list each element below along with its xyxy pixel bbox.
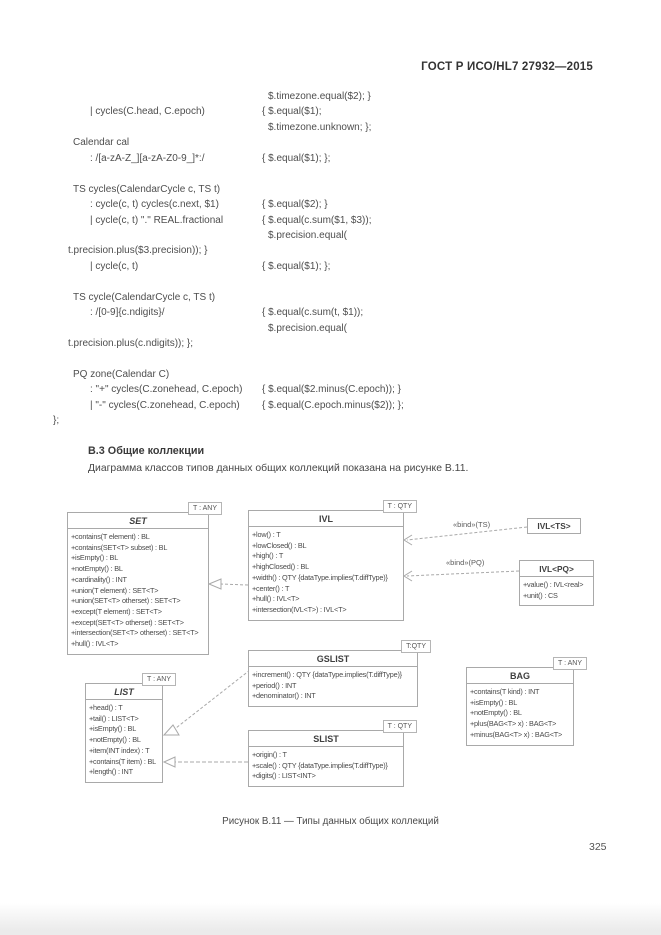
class-member: +contains(T kind) : INT (470, 687, 540, 696)
code-grammar-text: | cycle(c, t) (90, 260, 139, 272)
class-members-bag (467, 684, 573, 745)
class-member: +hull() : IVL<T> (71, 639, 119, 649)
code-grammar-text: t.precision.plus($3.precision)); } (68, 245, 208, 257)
code-action-text: { $.equal(C.epoch.minus($2)); }; (262, 399, 404, 411)
code-grammar-text: : /[0-9]{c.ndigits}/ (90, 307, 165, 319)
class-member: +contains(T item) : BL (89, 756, 157, 766)
section-paragraph: Диаграмма классов типов данных общих коллекций показана на рисунке В.11. (88, 463, 469, 474)
class-box-ivl-ts (527, 518, 581, 534)
class-name-ivl: IVL (249, 511, 403, 527)
code-grammar-text: : "+" cycles(C.zonehead, C.epoch) (90, 384, 243, 396)
class-members-slist (249, 747, 403, 786)
code-grammar-text: Calendar cal (73, 137, 130, 149)
code-grammar-text: PQ zone(Calendar C) (73, 368, 170, 380)
figure-caption: Рисунок В.11 — Типы данных общих коллекций (222, 816, 439, 827)
code-action-text: { $.equal($2.minus(C.epoch)); } (262, 384, 401, 396)
bind-ts-label: «bind»(TS) (453, 520, 491, 529)
bind-arrow-ivlpq-to-ivl (404, 571, 519, 581)
class-name-bag: BAG (467, 668, 573, 684)
class-name-ivl-ts: IVL<TS> (537, 521, 571, 531)
generalization-slist-to-list (164, 757, 248, 767)
class-member: +length() : INT (89, 767, 133, 777)
class-member: +lowClosed() : BL (252, 540, 307, 550)
class-box-bag (466, 660, 582, 746)
code-action-text: $.precision.equal( (268, 229, 347, 241)
class-name-set: SET (68, 513, 208, 529)
class-member: +notEmpty() : BL (71, 564, 123, 574)
class-members-ivl-pq (520, 577, 593, 605)
class-member: +isEmpty() : BL (470, 697, 518, 707)
class-name-gslist: GSLIST (249, 651, 417, 667)
template-param-tag-list: T : ANY (142, 673, 176, 686)
class-member: +denominator() : INT (252, 691, 316, 701)
class-member: +intersection(IVL<T>) : IVL<T> (252, 604, 347, 614)
class-box-list (85, 676, 171, 783)
class-name-list: LIST (86, 684, 162, 700)
class-member: +except(T element) : SET<T> (71, 606, 162, 616)
class-member: +contains(T element) : BL (71, 532, 150, 541)
code-action-text: { $.equal($1); }; (262, 260, 331, 272)
class-member: +digits() : LIST<INT> (252, 771, 316, 781)
class-member: +contains(SET<T> subset) : BL (71, 542, 168, 552)
class-member: +cardinality() : INT (71, 574, 127, 584)
class-member: +notEmpty() : BL (89, 735, 141, 745)
code-action-text: { $.equal($1); (262, 106, 322, 118)
class-member: +minus(BAG<T> x) : BAG<T> (470, 729, 563, 739)
template-param-tag-ivl: T : QTY (383, 500, 417, 513)
class-box-set (67, 505, 217, 655)
template-param-tag-slist: T : QTY (383, 720, 417, 733)
code-grammar-text: | cycle(c, t) "." REAL.fractional (90, 214, 224, 226)
class-member: +intersection(SET<T> otherset) : SET<T> (71, 628, 199, 638)
generalization-gslist-to-list (164, 670, 250, 735)
code-action-text: $.timezone.equal($2); } (268, 91, 371, 102)
class-member: +value() : IVL<real> (523, 580, 584, 589)
standard-number-header: ГОСТ Р ИСО/HL7 27932—2015 (421, 61, 593, 73)
code-action-text: $.precision.equal( (268, 322, 347, 334)
class-member: +union(SET<T> otherset) : SET<T> (71, 596, 181, 606)
class-name-slist: SLIST (249, 731, 403, 747)
code-grammar-text: : cycle(c, t) cycles(c.next, $1) (90, 199, 219, 211)
class-member: +tail() : LIST<T> (89, 713, 139, 723)
class-member: +highClosed() : BL (252, 562, 310, 572)
code-action-text: { $.equal($2); } (262, 199, 328, 211)
class-member: +union(T element) : SET<T> (71, 585, 159, 595)
code-grammar-text: | cycles(C.head, C.epoch) (90, 106, 205, 118)
code-action-text: $.timezone.unknown; }; (268, 121, 372, 133)
code-action-text: { $.equal($1); }; (262, 152, 331, 164)
class-member: +high() : T (252, 551, 284, 561)
class-members-ivl (249, 527, 403, 620)
class-box-ivl (248, 503, 412, 621)
bind-pq-label: «bind»(PQ) (446, 558, 485, 567)
class-members-gslist (249, 667, 417, 706)
section-heading: В.3 Общие коллекции (88, 445, 205, 457)
class-member: +item(INT index) : T (89, 745, 150, 755)
code-grammar-text: }; (53, 415, 60, 427)
template-param-tag-gslist: T:QTY (401, 640, 431, 653)
code-grammar-text: TS cycle(CalendarCycle c, TS t) (73, 291, 216, 303)
class-member: +width() : QTY {dataType.implies(T.diffType)} (252, 572, 388, 582)
generalization-ivl-to-set (209, 579, 248, 589)
class-member: +notEmpty() : BL (470, 708, 522, 718)
template-param-tag-set: T : ANY (188, 502, 222, 515)
code-action-text: { $.equal(c.sum(t, $1)); (262, 307, 364, 319)
class-box-slist (248, 723, 412, 787)
bind-arrow-ivlts-to-ivl (404, 527, 527, 545)
template-param-tag-bag: T : ANY (553, 657, 587, 670)
code-action-text: { $.equal(c.sum($1, $3)); (262, 214, 372, 226)
class-members-set (68, 529, 208, 654)
code-grammar-text: | "-" cycles(C.zonehead, C.epoch) (90, 399, 240, 411)
code-grammar-text: TS cycles(CalendarCycle c, TS t) (73, 183, 221, 195)
class-members-list (86, 700, 162, 782)
code-grammar-text: t.precision.plus(c.ndigits)); }; (68, 338, 194, 349)
class-box-gslist (248, 643, 426, 707)
class-member: +period() : INT (252, 680, 297, 690)
class-box-ivl-pq (519, 560, 594, 606)
code-grammar-text: : /[a-zA-Z_][a-zA-Z0-9_]*:/ (90, 152, 205, 164)
page-number: 325 (589, 841, 607, 853)
class-member: +except(SET<T> otherset) : SET<T> (71, 617, 184, 627)
class-member: +isEmpty() : BL (89, 724, 137, 734)
class-member: +head() : T (89, 703, 123, 712)
class-member: +hull() : IVL<T> (252, 594, 300, 604)
class-member: +origin() : T (252, 750, 287, 759)
class-member: +isEmpty() : BL (71, 553, 119, 563)
class-member: +scale() : QTY {dataType.implies(T.diffType)} (252, 760, 388, 770)
class-member: +plus(BAG<T> x) : BAG<T> (470, 719, 557, 729)
scan-shading-bottom (0, 903, 661, 935)
class-member: +low() : T (252, 530, 281, 539)
class-member: +increment() : QTY {dataType.implies(T.diffType)} (252, 670, 402, 679)
class-name-ivl-pq: IVL<PQ> (520, 561, 593, 577)
class-member: +center() : T (252, 583, 290, 593)
class-member: +unit() : CS (523, 590, 558, 600)
